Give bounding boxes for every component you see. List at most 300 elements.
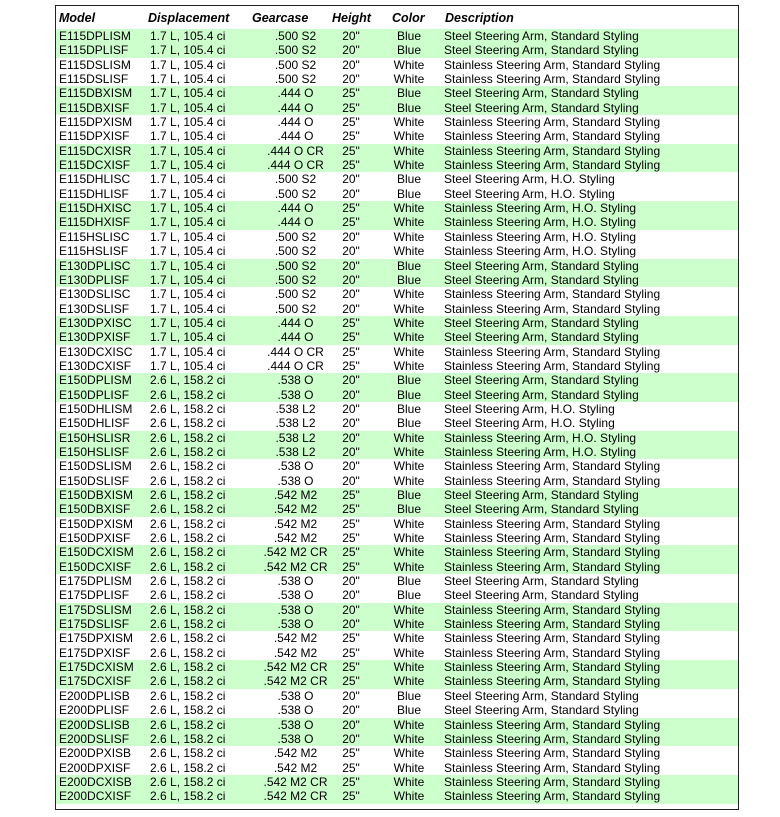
- header-height: Height: [332, 11, 371, 25]
- table-row: [56, 689, 738, 703]
- description-cell: Steel Steering Arm, H.O. Styling: [444, 186, 615, 201]
- description-cell: Stainless Steering Arm, Standard Styling: [444, 717, 661, 732]
- table-row: [56, 330, 738, 344]
- table-row: [56, 72, 738, 86]
- color-cell: White: [393, 645, 425, 660]
- header-color: Color: [392, 11, 425, 25]
- gearcase-cell: .444 O CR: [267, 344, 324, 359]
- height-cell: 25": [342, 516, 360, 531]
- height-cell: 20": [342, 602, 360, 617]
- displacement-cell: 1.7 L, 105.4 ci: [150, 301, 226, 316]
- table-row: [56, 445, 738, 459]
- color-cell: White: [393, 760, 425, 775]
- height-cell: 20": [342, 444, 360, 459]
- description-cell: Stainless Steering Arm, Standard Styling: [444, 631, 661, 646]
- model-cell: E150DPXISM: [59, 516, 134, 531]
- description-cell: Stainless Steering Arm, Standard Styling: [444, 531, 661, 546]
- description-cell: Stainless Steering Arm, H.O. Styling: [444, 444, 637, 459]
- displacement-cell: 1.7 L, 105.4 ci: [150, 315, 226, 330]
- height-cell: 25": [342, 531, 360, 546]
- height-cell: 20": [342, 703, 360, 718]
- displacement-cell: 1.7 L, 105.4 ci: [150, 29, 226, 43]
- color-cell: Blue: [396, 186, 422, 201]
- table-row: [56, 302, 738, 316]
- gearcase-cell: .538 O: [277, 688, 314, 703]
- table-row: [56, 789, 738, 803]
- model-cell: E150DBXISM: [59, 488, 134, 502]
- gearcase-cell: .538 O: [277, 588, 314, 603]
- displacement-cell: 2.6 L, 158.2 ci: [150, 617, 226, 632]
- height-cell: 25": [342, 201, 360, 216]
- description-cell: Stainless Steering Arm, Standard Styling: [444, 731, 661, 746]
- model-cell: E130DCXISF: [59, 358, 132, 373]
- displacement-cell: 2.6 L, 158.2 ci: [150, 688, 226, 703]
- table-row: [56, 617, 738, 631]
- gearcase-cell: .444 O: [277, 201, 314, 216]
- table-row: [56, 215, 738, 229]
- description-cell: Stainless Steering Arm, H.O. Styling: [444, 201, 637, 216]
- color-cell: White: [393, 57, 425, 72]
- table-row: [56, 172, 738, 186]
- gearcase-cell: .444 O CR: [267, 143, 324, 158]
- model-cell: E115DCXISR: [59, 143, 132, 158]
- model-cell: E150DBXISF: [59, 502, 131, 517]
- height-cell: 20": [342, 459, 360, 474]
- model-cell: E175DPXISF: [59, 645, 131, 660]
- gearcase-cell: .538 O: [277, 731, 314, 746]
- height-cell: 25": [342, 115, 360, 130]
- table-row: [56, 631, 738, 645]
- height-cell: 20": [342, 717, 360, 732]
- header-model: Model: [59, 11, 96, 25]
- table-row: [56, 703, 738, 717]
- height-cell: 25": [342, 143, 360, 158]
- description-cell: Stainless Steering Arm, Standard Styling: [444, 358, 661, 373]
- gearcase-cell: .444 O CR: [267, 158, 324, 173]
- gearcase-cell: .542 M2: [273, 502, 318, 517]
- displacement-cell: 2.6 L, 158.2 ci: [150, 602, 226, 617]
- height-cell: 25": [342, 100, 360, 115]
- color-cell: White: [393, 631, 425, 646]
- table-row: [56, 244, 738, 258]
- table-row: [56, 345, 738, 359]
- description-cell: Stainless Steering Arm, H.O. Styling: [444, 244, 637, 259]
- description-cell: Steel Steering Arm, Standard Styling: [444, 488, 639, 502]
- gearcase-cell: .538 O: [277, 473, 314, 488]
- height-cell: 20": [342, 574, 360, 589]
- height-cell: 25": [342, 330, 360, 345]
- description-cell: Stainless Steering Arm, H.O. Styling: [444, 229, 637, 244]
- height-cell: 25": [342, 502, 360, 517]
- gearcase-cell: .444 O: [277, 86, 314, 101]
- displacement-cell: 2.6 L, 158.2 ci: [150, 746, 226, 761]
- color-cell: Blue: [396, 272, 422, 287]
- gearcase-cell: .500 S2: [274, 57, 317, 72]
- gearcase-cell: .542 M2 CR: [263, 660, 328, 675]
- color-cell: White: [393, 287, 425, 302]
- model-cell: E130DPXISF: [59, 330, 131, 345]
- displacement-cell: 2.6 L, 158.2 ci: [150, 703, 226, 718]
- model-cell: E130DPLISF: [59, 272, 130, 287]
- height-cell: 25": [342, 344, 360, 359]
- gearcase-cell: .542 M2: [273, 631, 318, 646]
- description-cell: Steel Steering Arm, H.O. Styling: [444, 401, 615, 416]
- model-cell: E130DCXISC: [59, 344, 133, 359]
- description-cell: Steel Steering Arm, Standard Styling: [444, 315, 639, 330]
- color-cell: White: [393, 72, 425, 87]
- height-cell: 20": [342, 186, 360, 201]
- table-row: [56, 531, 738, 545]
- color-cell: Blue: [396, 258, 422, 273]
- description-cell: Stainless Steering Arm, Standard Styling: [444, 545, 661, 560]
- color-cell: Blue: [396, 588, 422, 603]
- height-cell: 20": [342, 387, 360, 402]
- displacement-cell: 2.6 L, 158.2 ci: [150, 574, 226, 589]
- height-cell: 20": [342, 272, 360, 287]
- height-cell: 20": [342, 229, 360, 244]
- gearcase-cell: .538 O: [277, 574, 314, 589]
- model-cell: E200DCXISF: [59, 789, 132, 804]
- displacement-cell: 1.7 L, 105.4 ci: [150, 272, 226, 287]
- gearcase-cell: .500 S2: [274, 244, 317, 259]
- displacement-cell: 2.6 L, 158.2 ci: [150, 731, 226, 746]
- table-row: [56, 545, 738, 559]
- table-row: [56, 732, 738, 746]
- gearcase-cell: .542 M2 CR: [263, 774, 328, 789]
- table-row: [56, 287, 738, 301]
- displacement-cell: 1.7 L, 105.4 ci: [150, 172, 226, 187]
- color-cell: White: [393, 516, 425, 531]
- gearcase-cell: .538 O: [277, 602, 314, 617]
- table-row: [56, 187, 738, 201]
- table-row: [56, 746, 738, 760]
- description-cell: Stainless Steering Arm, Standard Styling: [444, 645, 661, 660]
- height-cell: 25": [342, 129, 360, 144]
- model-cell: E115DBXISM: [59, 86, 133, 101]
- gearcase-cell: .538 L2: [275, 430, 316, 445]
- color-cell: White: [393, 789, 425, 804]
- table-row: [56, 144, 738, 158]
- description-cell: Steel Steering Arm, Standard Styling: [444, 502, 639, 517]
- table-row: [56, 761, 738, 775]
- gearcase-cell: .542 M2 CR: [263, 789, 328, 804]
- displacement-cell: 1.7 L, 105.4 ci: [150, 86, 226, 101]
- model-cell: E150DPXISF: [59, 531, 131, 546]
- model-cell: E115DHLISC: [59, 172, 131, 187]
- gearcase-cell: .542 M2: [273, 488, 318, 502]
- displacement-cell: 2.6 L, 158.2 ci: [150, 645, 226, 660]
- description-cell: Steel Steering Arm, Standard Styling: [444, 29, 639, 43]
- displacement-cell: 2.6 L, 158.2 ci: [150, 545, 226, 560]
- color-cell: Blue: [396, 373, 422, 388]
- description-cell: Stainless Steering Arm, Standard Styling: [444, 57, 661, 72]
- displacement-cell: 2.6 L, 158.2 ci: [150, 531, 226, 546]
- displacement-cell: 2.6 L, 158.2 ci: [150, 444, 226, 459]
- description-cell: Stainless Steering Arm, Standard Styling: [444, 617, 661, 632]
- height-cell: 20": [342, 401, 360, 416]
- height-cell: 25": [342, 86, 360, 101]
- color-cell: Blue: [396, 703, 422, 718]
- model-cell: E115DHXISC: [59, 201, 132, 216]
- height-cell: 25": [342, 631, 360, 646]
- displacement-cell: 2.6 L, 158.2 ci: [150, 416, 226, 431]
- height-cell: 20": [342, 430, 360, 445]
- color-cell: White: [393, 358, 425, 373]
- model-cell: E150DPLISF: [59, 387, 130, 402]
- table-row: [56, 502, 738, 516]
- displacement-cell: 2.6 L, 158.2 ci: [150, 588, 226, 603]
- color-cell: White: [393, 315, 425, 330]
- model-cell: E115HSLISF: [59, 244, 129, 259]
- model-cell: E200DPXISB: [59, 746, 132, 761]
- model-cell: E150DCXISF: [59, 559, 132, 574]
- table-row: [56, 316, 738, 330]
- color-cell: Blue: [396, 29, 422, 43]
- header-description: Description: [445, 11, 514, 25]
- description-cell: Steel Steering Arm, Standard Styling: [444, 574, 639, 589]
- color-cell: Blue: [396, 488, 422, 502]
- displacement-cell: 1.7 L, 105.4 ci: [150, 57, 226, 72]
- model-cell: E150DPLISM: [59, 373, 132, 388]
- displacement-cell: 2.6 L, 158.2 ci: [150, 559, 226, 574]
- model-cell: E200DPXISF: [59, 760, 131, 775]
- description-cell: Stainless Steering Arm, Standard Styling: [444, 674, 661, 689]
- gearcase-cell: .444 O: [277, 115, 314, 130]
- model-cell: E130DSLISF: [59, 301, 130, 316]
- displacement-cell: 2.6 L, 158.2 ci: [150, 789, 226, 804]
- model-cell: E175DPLISF: [59, 588, 130, 603]
- gearcase-cell: .538 L2: [275, 401, 316, 416]
- model-cell: E150DHLISF: [59, 416, 130, 431]
- model-cell: E175DSLISM: [59, 602, 132, 617]
- model-table: [55, 5, 739, 810]
- color-cell: White: [393, 244, 425, 259]
- color-cell: White: [393, 674, 425, 689]
- height-cell: 20": [342, 244, 360, 259]
- description-cell: Stainless Steering Arm, Standard Styling: [444, 287, 661, 302]
- table-row: [56, 660, 738, 674]
- description-cell: Steel Steering Arm, Standard Styling: [444, 43, 639, 58]
- height-cell: 25": [342, 674, 360, 689]
- height-cell: 25": [342, 774, 360, 789]
- height-cell: 25": [342, 559, 360, 574]
- table-row: [56, 230, 738, 244]
- height-cell: 25": [342, 660, 360, 675]
- description-cell: Stainless Steering Arm, Standard Styling: [444, 774, 661, 789]
- height-cell: 20": [342, 287, 360, 302]
- table-row: [56, 574, 738, 588]
- description-cell: Stainless Steering Arm, Standard Styling: [444, 72, 661, 87]
- displacement-cell: 2.6 L, 158.2 ci: [150, 473, 226, 488]
- description-cell: Stainless Steering Arm, Standard Styling: [444, 129, 661, 144]
- description-cell: Stainless Steering Arm, Standard Styling: [444, 344, 661, 359]
- gearcase-cell: .538 L2: [275, 416, 316, 431]
- model-cell: E115DPXISM: [59, 115, 133, 130]
- displacement-cell: 2.6 L, 158.2 ci: [150, 631, 226, 646]
- color-cell: White: [393, 158, 425, 173]
- height-cell: 20": [342, 72, 360, 87]
- description-cell: Steel Steering Arm, H.O. Styling: [444, 416, 615, 431]
- height-cell: 20": [342, 416, 360, 431]
- gearcase-cell: .444 O: [277, 129, 314, 144]
- height-cell: 25": [342, 315, 360, 330]
- description-cell: Stainless Steering Arm, Standard Styling: [444, 559, 661, 574]
- gearcase-cell: .542 M2 CR: [263, 559, 328, 574]
- table-row: [56, 86, 738, 100]
- displacement-cell: 1.7 L, 105.4 ci: [150, 72, 226, 87]
- description-cell: Stainless Steering Arm, Standard Styling: [444, 789, 661, 804]
- description-cell: Steel Steering Arm, Standard Styling: [444, 703, 639, 718]
- displacement-cell: 1.7 L, 105.4 ci: [150, 100, 226, 115]
- description-cell: Stainless Steering Arm, Standard Styling: [444, 746, 661, 761]
- color-cell: Blue: [396, 387, 422, 402]
- model-cell: E150DSLISF: [59, 473, 130, 488]
- color-cell: White: [393, 617, 425, 632]
- gearcase-cell: .542 M2 CR: [263, 674, 328, 689]
- model-cell: E115DSLISM: [59, 57, 131, 72]
- gearcase-cell: .542 M2: [273, 516, 318, 531]
- model-cell: E130DSLISC: [59, 287, 131, 302]
- height-cell: 25": [342, 645, 360, 660]
- gearcase-cell: .500 S2: [274, 258, 317, 273]
- height-cell: 20": [342, 373, 360, 388]
- color-cell: White: [393, 531, 425, 546]
- gearcase-cell: .542 M2 CR: [263, 545, 328, 560]
- gearcase-cell: .542 M2: [273, 531, 318, 546]
- gearcase-cell: .444 O CR: [267, 358, 324, 373]
- color-cell: White: [393, 201, 425, 216]
- description-cell: Steel Steering Arm, Standard Styling: [444, 100, 639, 115]
- table-row: [56, 402, 738, 416]
- description-cell: Stainless Steering Arm, Standard Styling: [444, 516, 661, 531]
- height-cell: 20": [342, 43, 360, 58]
- displacement-cell: 2.6 L, 158.2 ci: [150, 373, 226, 388]
- displacement-cell: 2.6 L, 158.2 ci: [150, 430, 226, 445]
- table-row: [56, 259, 738, 273]
- table-row: [56, 474, 738, 488]
- height-cell: 25": [342, 760, 360, 775]
- color-cell: Blue: [396, 172, 422, 187]
- table-row: [56, 115, 738, 129]
- gearcase-cell: .444 O: [277, 330, 314, 345]
- table-row: [56, 43, 738, 57]
- model-cell: E130DPXISC: [59, 315, 132, 330]
- table-row: [56, 29, 738, 43]
- description-cell: Steel Steering Arm, Standard Styling: [444, 330, 639, 345]
- color-cell: White: [393, 545, 425, 560]
- model-cell: E115DPLISM: [59, 29, 131, 43]
- gearcase-cell: .500 S2: [274, 186, 317, 201]
- model-cell: E150HSLISR: [59, 430, 131, 445]
- description-cell: Steel Steering Arm, Standard Styling: [444, 588, 639, 603]
- gearcase-cell: .444 O: [277, 215, 314, 230]
- height-cell: 20": [342, 57, 360, 72]
- description-cell: Steel Steering Arm, Standard Styling: [444, 272, 639, 287]
- model-cell: E150DCXISM: [59, 545, 134, 560]
- height-cell: 25": [342, 215, 360, 230]
- model-cell: E115DSLISF: [59, 72, 129, 87]
- model-cell: E175DCXISF: [59, 674, 132, 689]
- gearcase-cell: .542 M2: [273, 645, 318, 660]
- model-cell: E175DCXISM: [59, 660, 134, 675]
- color-cell: White: [393, 143, 425, 158]
- description-cell: Stainless Steering Arm, Standard Styling: [444, 115, 661, 130]
- model-cell: E175DPLISM: [59, 574, 132, 589]
- color-cell: White: [393, 459, 425, 474]
- displacement-cell: 2.6 L, 158.2 ci: [150, 674, 226, 689]
- model-cell: E115HSLISC: [59, 229, 130, 244]
- displacement-cell: 1.7 L, 105.4 ci: [150, 143, 226, 158]
- color-cell: Blue: [396, 688, 422, 703]
- displacement-cell: 1.7 L, 105.4 ci: [150, 129, 226, 144]
- model-cell: E150DHLISM: [59, 401, 133, 416]
- gearcase-cell: .538 L2: [275, 444, 316, 459]
- gearcase-cell: .444 O: [277, 315, 314, 330]
- model-cell: E150HSLISF: [59, 444, 130, 459]
- description-cell: Steel Steering Arm, Standard Styling: [444, 258, 639, 273]
- model-cell: E115DPLISF: [59, 43, 129, 58]
- table-row: [56, 674, 738, 688]
- table-row: [56, 388, 738, 402]
- displacement-cell: 2.6 L, 158.2 ci: [150, 516, 226, 531]
- gearcase-cell: .500 S2: [274, 272, 317, 287]
- model-cell: E200DPLISB: [59, 688, 130, 703]
- description-cell: Stainless Steering Arm, H.O. Styling: [444, 430, 637, 445]
- displacement-cell: 2.6 L, 158.2 ci: [150, 717, 226, 732]
- table-row: [56, 129, 738, 143]
- displacement-cell: 2.6 L, 158.2 ci: [150, 774, 226, 789]
- table-row: [56, 603, 738, 617]
- color-cell: White: [393, 115, 425, 130]
- table-row: [56, 416, 738, 430]
- description-cell: Steel Steering Arm, H.O. Styling: [444, 172, 615, 187]
- table-row: [56, 58, 738, 72]
- model-cell: E115DCXISF: [59, 158, 131, 173]
- table-row: [56, 158, 738, 172]
- gearcase-cell: .500 S2: [274, 172, 317, 187]
- model-cell: E200DSLISF: [59, 731, 130, 746]
- model-cell: E115DHXISF: [59, 215, 131, 230]
- height-cell: 20": [342, 688, 360, 703]
- table-row: [56, 459, 738, 473]
- color-cell: White: [393, 430, 425, 445]
- table-row: [56, 201, 738, 215]
- model-cell: E200DPLISF: [59, 703, 130, 718]
- gearcase-cell: .500 S2: [274, 301, 317, 316]
- color-cell: White: [393, 602, 425, 617]
- description-cell: Stainless Steering Arm, Standard Styling: [444, 473, 661, 488]
- description-cell: Stainless Steering Arm, Standard Styling: [444, 760, 661, 775]
- model-cell: E115DHLISF: [59, 186, 129, 201]
- displacement-cell: 2.6 L, 158.2 ci: [150, 459, 226, 474]
- displacement-cell: 1.7 L, 105.4 ci: [150, 229, 226, 244]
- model-cell: E115DBXISF: [59, 100, 130, 115]
- gearcase-cell: .538 O: [277, 373, 314, 388]
- model-cell: E175DSLISF: [59, 617, 130, 632]
- table-body: [56, 29, 738, 804]
- color-cell: Blue: [396, 502, 422, 517]
- gearcase-cell: .500 S2: [274, 29, 317, 43]
- header-gearcase: Gearcase: [252, 11, 309, 25]
- table-row: [56, 646, 738, 660]
- displacement-cell: 1.7 L, 105.4 ci: [150, 287, 226, 302]
- displacement-cell: 1.7 L, 105.4 ci: [150, 43, 226, 58]
- table-row: [56, 373, 738, 387]
- displacement-cell: 2.6 L, 158.2 ci: [150, 387, 226, 402]
- height-cell: 20": [342, 301, 360, 316]
- displacement-cell: 1.7 L, 105.4 ci: [150, 258, 226, 273]
- table-row: [56, 775, 738, 789]
